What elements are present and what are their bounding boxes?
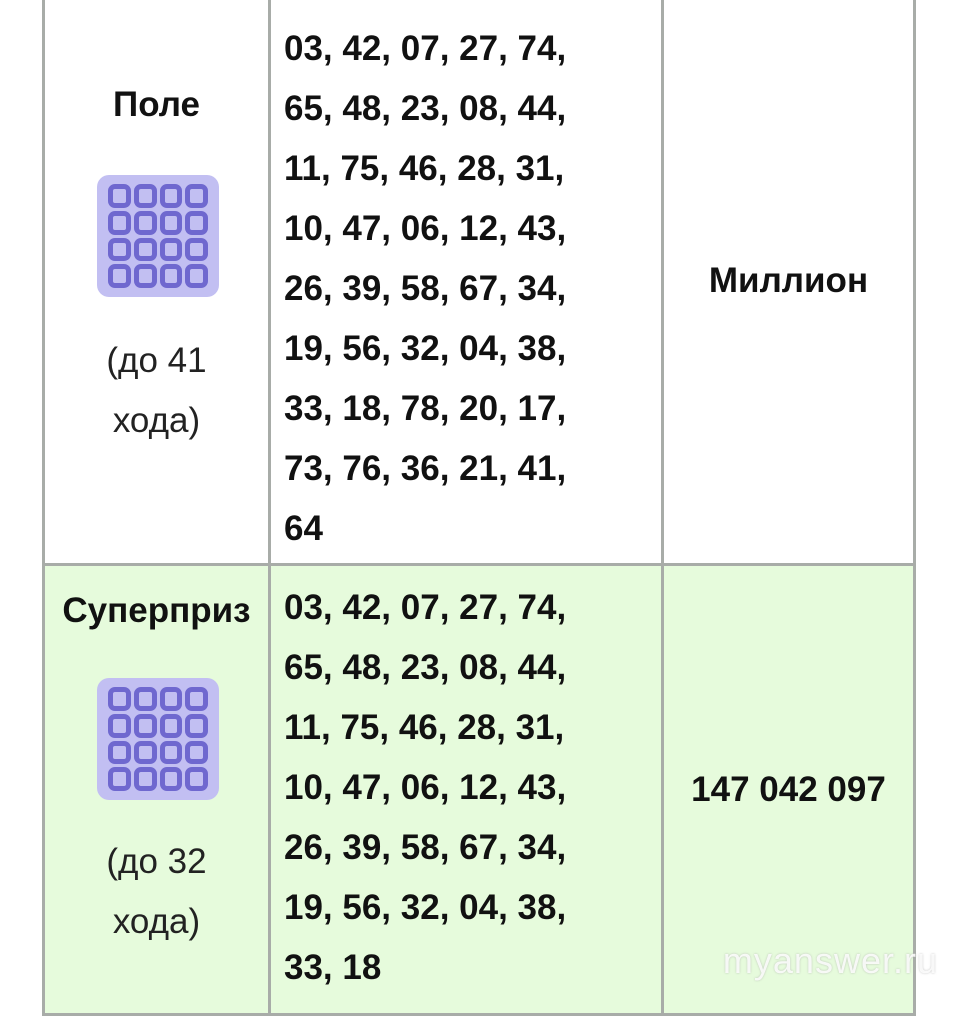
moves-limit-text: (до 32 хода) xyxy=(106,842,207,941)
grid-4x4-icon xyxy=(97,678,219,800)
row-title: Суперприз xyxy=(62,591,251,630)
row-title: Поле xyxy=(113,85,200,124)
prize-cell xyxy=(663,0,915,565)
results-table xyxy=(42,0,916,1016)
table-row xyxy=(44,0,915,565)
number-sequence: 03, 42, 07, 27, 74, 65, 48, 23, 08, 44, 11, 75, 46, 28, 31, 10, 47, 06, 12, 43, 26, 39, 58, 67, 34, 19, 56, 32, 04, 38, 33, 18, 78, 20, 17, 73, 76, 36, 21, 41, 64 xyxy=(284,29,567,548)
row-label-cell xyxy=(44,565,270,1015)
numbers-cell xyxy=(270,0,663,565)
watermark: myanswer.ru xyxy=(722,940,938,981)
numbers-cell xyxy=(270,565,663,1015)
number-sequence: 03, 42, 07, 27, 74, 65, 48, 23, 08, 44, 11, 75, 46, 28, 31, 10, 47, 06, 12, 43, 26, 39, 58, 67, 34, 19, 56, 32, 04, 38, 33, 18 xyxy=(284,588,567,987)
prize-value: 147 042 097 xyxy=(691,769,886,809)
row-label-cell xyxy=(44,0,270,565)
moves-limit-text: (до 41 хода) xyxy=(106,341,207,440)
prize-value: Миллион xyxy=(708,261,869,300)
grid-4x4-icon xyxy=(97,175,219,297)
